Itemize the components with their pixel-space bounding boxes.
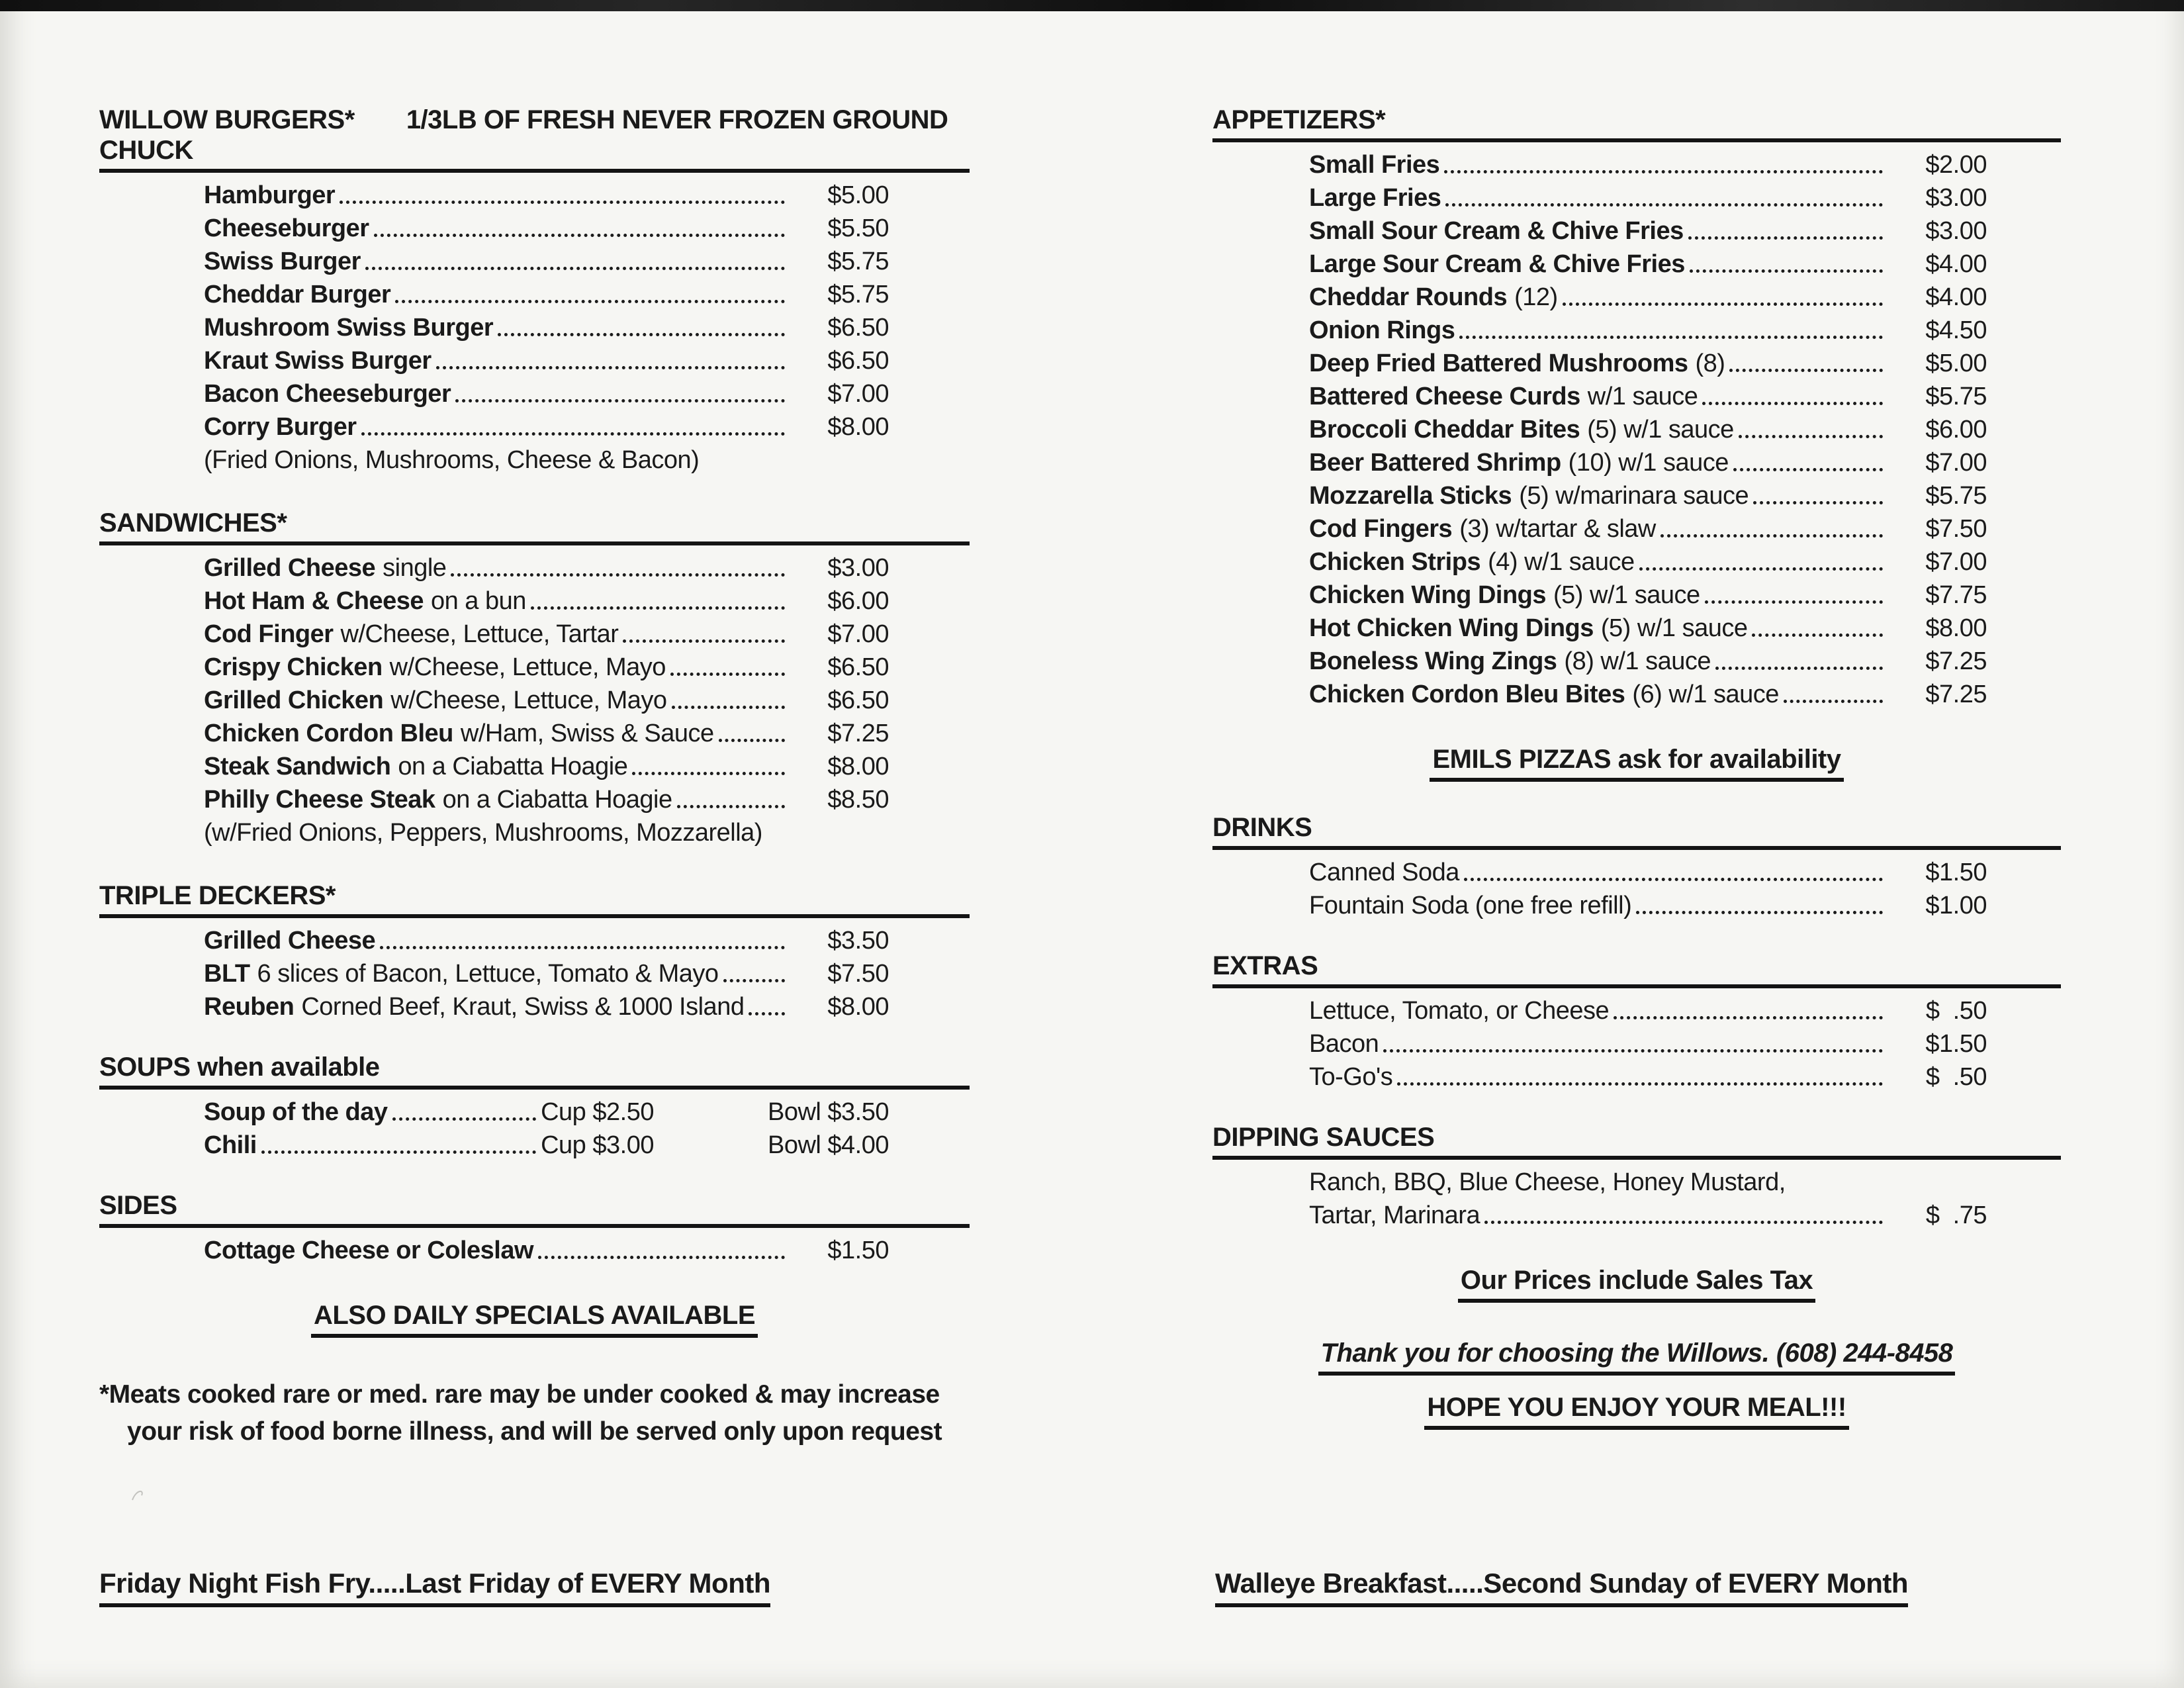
item-price: $6.50 xyxy=(827,653,889,681)
item-name: Mozzarella Sticks xyxy=(1309,482,1512,510)
menu-item-row xyxy=(1309,510,1987,543)
item-name: Broccoli Cheddar Bites xyxy=(1309,416,1580,444)
menu-item-row xyxy=(204,649,889,682)
cup-price: Cup $2.50 xyxy=(541,1098,654,1126)
item-price: $6.00 xyxy=(1925,416,1987,444)
menu-item-row xyxy=(1309,543,1987,577)
item-price: $7.00 xyxy=(827,620,889,648)
item-price: $5.75 xyxy=(1925,383,1987,410)
center-note xyxy=(99,1301,970,1338)
disclaimer-line: *Meats cooked rare or med. rare may be under cooked & may increase xyxy=(99,1380,940,1409)
section-header xyxy=(1212,951,2061,988)
item-desc: (5) w/1 sauce xyxy=(1600,614,1748,642)
item-name: Hamburger xyxy=(204,181,336,209)
section-sandwiches xyxy=(99,508,970,850)
section-drinks xyxy=(1212,812,2061,920)
section-rows xyxy=(99,918,970,1021)
section-rows xyxy=(99,545,970,814)
item-price: $7.75 xyxy=(1925,581,1987,609)
item-name: Small Fries xyxy=(1309,151,1440,179)
section-header xyxy=(99,105,970,173)
item-name: Crispy Chicken xyxy=(204,653,383,681)
section-footnote: (Fried Onions, Mushrooms, Cheese & Bacon) xyxy=(204,446,700,474)
item-desc: (5) w/1 sauce xyxy=(1587,416,1734,444)
menu-item-row xyxy=(204,748,889,781)
item-price: $5.75 xyxy=(1925,482,1987,510)
item-price: $3.00 xyxy=(1925,184,1987,212)
item-desc: (5) w/marinara sauce xyxy=(1519,482,1749,510)
menu-item-row xyxy=(1309,610,1987,643)
item-price: $7.00 xyxy=(1925,449,1987,477)
bowl-price: Bowl $3.50 xyxy=(767,1098,889,1126)
item-name: Cod Fingers xyxy=(1309,515,1453,543)
menu-item-row xyxy=(1309,1025,1987,1058)
item-name: Philly Cheese Steak xyxy=(204,786,435,814)
item-desc: To-Go's xyxy=(1309,1063,1393,1091)
section-header xyxy=(1212,1122,2061,1160)
item-price: $6.50 xyxy=(827,686,889,714)
menu-item-row xyxy=(204,1127,889,1160)
section-title: SIDES xyxy=(99,1191,177,1220)
item-name: Swiss Burger xyxy=(204,248,361,275)
menu-item-row xyxy=(204,922,889,955)
item-price: $6.50 xyxy=(827,347,889,375)
item-name: Bacon Cheeseburger xyxy=(204,380,451,408)
item-desc: Canned Soda xyxy=(1309,859,1459,886)
menu-item-row xyxy=(204,715,889,748)
item-price: $8.00 xyxy=(1925,614,1987,642)
section-header xyxy=(99,1190,970,1228)
item-name: Cheeseburger xyxy=(204,214,369,242)
item-name: Chicken Cordon Bleu Bites xyxy=(1309,680,1625,708)
item-price: $4.50 xyxy=(1925,316,1987,344)
item-price: $7.50 xyxy=(1925,515,1987,543)
item-price: $ .50 xyxy=(1925,997,1987,1025)
item-name: Large Fries xyxy=(1309,184,1441,212)
item-price: $5.50 xyxy=(827,214,889,242)
item-price: $ .50 xyxy=(1925,1063,1987,1091)
item-price: $6.50 xyxy=(827,314,889,342)
item-name: Boneless Wing Zings xyxy=(1309,647,1557,675)
menu-item-row xyxy=(204,210,889,243)
menu-item-row xyxy=(1309,887,1987,920)
menu-item-row xyxy=(1309,992,1987,1025)
item-desc: Bacon xyxy=(1309,1030,1379,1058)
bowl-price: Bowl $4.00 xyxy=(767,1131,889,1159)
item-name: Deep Fried Battered Mushrooms xyxy=(1309,350,1688,377)
disclaimer-paragraph xyxy=(99,1376,970,1450)
section-title: WILLOW BURGERS* xyxy=(99,105,355,134)
item-name: Kraut Swiss Burger xyxy=(204,347,432,375)
center-note-text: Our Prices include Sales Tax xyxy=(1458,1266,1815,1303)
center-note xyxy=(1212,1338,2061,1376)
menu-item-row xyxy=(1309,411,1987,444)
item-price: $1.00 xyxy=(1925,892,1987,919)
section-extras xyxy=(1212,951,2061,1092)
section-header xyxy=(99,508,970,545)
item-price: $5.75 xyxy=(827,281,889,308)
center-note-text: HOPE YOU ENJOY YOUR MEAL!!! xyxy=(1424,1393,1848,1430)
menu-item-row xyxy=(1309,444,1987,477)
item-desc: Tartar, Marinara xyxy=(1309,1201,1480,1229)
scan-artifact-bar xyxy=(0,0,2184,11)
item-desc: w/Ham, Swiss & Sauce xyxy=(460,720,714,747)
item-name: Chili xyxy=(204,1131,257,1159)
section-title: DRINKS xyxy=(1212,813,1312,842)
item-price: $7.00 xyxy=(827,380,889,408)
item-name: Mushroom Swiss Burger xyxy=(204,314,494,342)
menu-item-row xyxy=(204,781,889,814)
section-title-extra: 1/3LB OF FRESH NEVER FROZEN GROUND CHUCK xyxy=(99,105,948,165)
section-rows xyxy=(1212,988,2061,1092)
item-desc: Lettuce, Tomato, or Cheese xyxy=(1309,997,1610,1025)
item-name: Hot Ham & Cheese xyxy=(204,587,424,615)
item-name: Chicken Cordon Bleu xyxy=(204,720,453,747)
item-price: $ .75 xyxy=(1925,1201,1987,1229)
center-note xyxy=(1212,745,2061,782)
section-rows xyxy=(1212,850,2061,920)
item-desc: on a bun xyxy=(430,587,526,615)
menu-item-row xyxy=(1309,577,1987,610)
section-dipping-sauces xyxy=(1212,1122,2061,1230)
item-price: $2.00 xyxy=(1925,151,1987,179)
cup-price: Cup $3.00 xyxy=(541,1131,654,1159)
center-note xyxy=(1212,1393,2061,1430)
section-soups-when-available xyxy=(99,1052,970,1160)
menu-item-row xyxy=(204,549,889,583)
item-name: Chicken Strips xyxy=(1309,548,1481,576)
item-name: Grilled Cheese xyxy=(204,927,376,955)
menu-item-row xyxy=(204,243,889,276)
item-price: $8.50 xyxy=(827,786,889,814)
section-header xyxy=(99,880,970,918)
menu-item-row xyxy=(204,682,889,715)
section-title: SANDWICHES* xyxy=(99,508,287,538)
item-price: $8.00 xyxy=(827,993,889,1021)
item-name: Cheddar Rounds xyxy=(1309,283,1508,311)
item-name: Battered Cheese Curds xyxy=(1309,383,1580,410)
section-footnote: (w/Fried Onions, Peppers, Mushrooms, Mozzarella) xyxy=(204,819,762,847)
section-title: SOUPS when available xyxy=(99,1053,380,1082)
item-price: $3.50 xyxy=(827,927,889,955)
item-name: Cottage Cheese or Coleslaw xyxy=(204,1237,534,1264)
menu-item-row xyxy=(1309,477,1987,510)
item-price: $5.00 xyxy=(827,181,889,209)
menu-item-row xyxy=(1309,378,1987,411)
item-desc: on a Ciabatta Hoagie xyxy=(398,753,628,780)
section-rows xyxy=(1212,1160,2061,1230)
walleye-banner xyxy=(1215,1568,1908,1607)
menu-item-row xyxy=(1309,246,1987,279)
item-price: $3.00 xyxy=(827,554,889,582)
item-name: Large Sour Cream & Chive Fries xyxy=(1309,250,1685,278)
menu-item-row xyxy=(1309,179,1987,212)
section-title: TRIPLE DECKERS* xyxy=(99,881,336,910)
item-price: $8.00 xyxy=(827,753,889,780)
center-note-text: Thank you for choosing the Willows. (608) 244-8458 xyxy=(1318,1338,1956,1376)
item-desc: 6 slices of Bacon, Lettuce, Tomato & Mayo xyxy=(257,960,719,988)
menu-item-row xyxy=(204,1094,889,1127)
menu-item-row xyxy=(1309,345,1987,378)
item-desc: (10) w/1 sauce xyxy=(1568,449,1729,477)
section-rows xyxy=(99,1228,970,1265)
item-desc: on a Ciabatta Hoagie xyxy=(442,786,672,814)
item-name: Grilled Cheese xyxy=(204,554,376,582)
item-desc: Fountain Soda (one free refill) xyxy=(1309,892,1632,919)
menu-item-row xyxy=(204,342,889,375)
menu-item-row xyxy=(204,309,889,342)
item-desc: Ranch, BBQ, Blue Cheese, Honey Mustard, xyxy=(1309,1168,1786,1196)
item-price: $8.00 xyxy=(827,413,889,441)
section-title: EXTRAS xyxy=(1212,951,1318,980)
item-price: $7.50 xyxy=(827,960,889,988)
item-price: $1.50 xyxy=(827,1237,889,1264)
item-desc: single xyxy=(383,554,447,582)
item-name: Cheddar Burger xyxy=(204,281,391,308)
menu-item-row xyxy=(1309,643,1987,676)
item-name: Hot Chicken Wing Dings xyxy=(1309,614,1594,642)
item-price: $7.00 xyxy=(1925,548,1987,576)
item-price: $7.25 xyxy=(1925,647,1987,675)
center-note xyxy=(1212,1266,2061,1303)
walleye-banner-text: Walleye Breakfast.....Second Sunday of EVERY Month xyxy=(1215,1568,1908,1607)
section-rows xyxy=(99,173,970,442)
item-price: $5.75 xyxy=(827,248,889,275)
section-header xyxy=(1212,105,2061,142)
menu-item-row xyxy=(1309,279,1987,312)
item-price: $6.00 xyxy=(827,587,889,615)
item-price: $4.00 xyxy=(1925,250,1987,278)
menu-item-row xyxy=(1309,1164,1987,1197)
menu-item-row xyxy=(1309,212,1987,246)
item-price: $1.50 xyxy=(1925,859,1987,886)
item-desc: w/1 sauce xyxy=(1587,383,1698,410)
section-appetizers xyxy=(1212,105,2061,709)
menu-item-row xyxy=(204,276,889,309)
right-column xyxy=(1212,105,2061,1430)
section-title: APPETIZERS* xyxy=(1212,105,1386,134)
menu-item-row xyxy=(1309,1058,1987,1092)
item-desc: w/Cheese, Lettuce, Mayo xyxy=(390,686,667,714)
item-desc: (3) w/tartar & slaw xyxy=(1459,515,1656,543)
item-price: $1.50 xyxy=(1925,1030,1987,1058)
item-desc: w/Cheese, Lettuce, Tartar xyxy=(340,620,619,648)
item-desc: Corned Beef, Kraut, Swiss & 1000 Island xyxy=(301,993,745,1021)
menu-item-row xyxy=(204,616,889,649)
item-name: Reuben xyxy=(204,993,295,1021)
item-price: $7.25 xyxy=(827,720,889,747)
section-header xyxy=(1212,812,2061,850)
item-desc: (5) w/1 sauce xyxy=(1553,581,1700,609)
center-note-text: ALSO DAILY SPECIALS AVAILABLE xyxy=(311,1301,758,1338)
item-price: $7.25 xyxy=(1925,680,1987,708)
menu-item-row xyxy=(1309,854,1987,887)
section-header xyxy=(99,1052,970,1090)
item-price: $5.00 xyxy=(1925,350,1987,377)
fish-fry-banner xyxy=(99,1568,770,1607)
menu-item-row xyxy=(1309,312,1987,345)
section-rows xyxy=(99,1090,970,1160)
section-title: DIPPING SAUCES xyxy=(1212,1123,1435,1152)
menu-item-row xyxy=(204,988,889,1021)
menu-item-row xyxy=(1309,676,1987,709)
item-name: Onion Rings xyxy=(1309,316,1455,344)
item-name: BLT xyxy=(204,960,250,988)
center-note-text: EMILS PIZZAS ask for availability xyxy=(1430,745,1843,782)
item-name: Cod Finger xyxy=(204,620,334,648)
item-desc: (12) xyxy=(1514,283,1558,311)
item-name: Corry Burger xyxy=(204,413,357,441)
item-desc: w/Cheese, Lettuce, Mayo xyxy=(389,653,666,681)
item-name: Small Sour Cream & Chive Fries xyxy=(1309,217,1684,245)
scan-pen-mark xyxy=(130,1487,150,1504)
menu-item-row xyxy=(204,955,889,988)
section-sides xyxy=(99,1190,970,1265)
section-rows xyxy=(1212,142,2061,709)
fish-fry-banner-text: Friday Night Fish Fry.....Last Friday of EVERY Month xyxy=(99,1568,770,1607)
disclaimer-line: your risk of food borne illness, and will be served only upon request xyxy=(127,1417,942,1446)
menu-item-row xyxy=(204,408,889,442)
item-name: Soup of the day xyxy=(204,1098,388,1126)
menu-item-row xyxy=(204,1232,889,1265)
item-desc: (4) w/1 sauce xyxy=(1488,548,1635,576)
item-desc: (8) w/1 sauce xyxy=(1564,647,1711,675)
item-name: Grilled Chicken xyxy=(204,686,384,714)
menu-item-row xyxy=(1309,146,1987,179)
item-name: Chicken Wing Dings xyxy=(1309,581,1547,609)
menu-item-row xyxy=(1309,1197,1987,1230)
left-column xyxy=(99,105,970,1450)
item-price: $3.00 xyxy=(1925,217,1987,245)
item-name: Steak Sandwich xyxy=(204,753,391,780)
item-desc: (8) xyxy=(1695,350,1725,377)
section-willow-burgers xyxy=(99,105,970,477)
item-desc: (6) w/1 sauce xyxy=(1632,680,1779,708)
menu-item-row xyxy=(204,583,889,616)
item-price: $4.00 xyxy=(1925,283,1987,311)
section-triple-deckers xyxy=(99,880,970,1021)
menu-item-row xyxy=(204,375,889,408)
menu-item-row xyxy=(204,177,889,210)
item-name: Beer Battered Shrimp xyxy=(1309,449,1561,477)
